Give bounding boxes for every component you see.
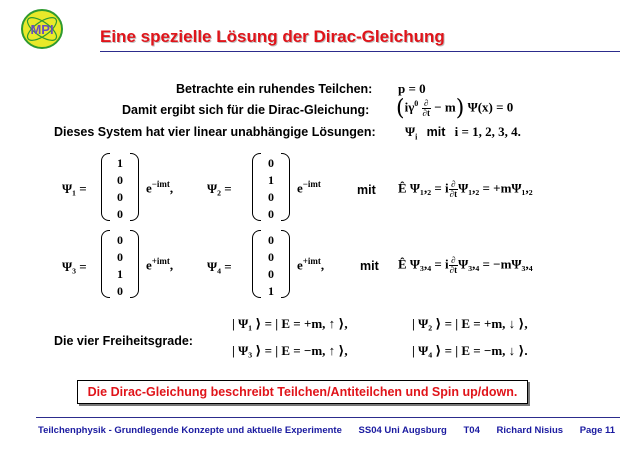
- ket-psi1: | Ψ₁ ⟩ = | E = +m, ↑ ⟩,: [232, 316, 348, 331]
- psi4-vector: 0 0 0 1: [252, 230, 290, 298]
- energy12-equation: Ê Ψ₁,₂ = i $\frac{\partial}{\partial t}$ Ψ₁,₂ = +mΨ₁,₂: [398, 179, 533, 199]
- logo-text: MPI: [30, 22, 54, 37]
- page-title: Eine spezielle Lösung der Dirac-Gleichung: [100, 27, 445, 46]
- footer-author: Richard Nisius: [496, 425, 564, 436]
- energy34-mit: mit: [360, 259, 379, 273]
- psi3-lhs: Ψ₃ =: [62, 259, 87, 274]
- ket-psi4: | Ψ₄ ⟩ = | E = −m, ↓ ⟩.: [412, 343, 528, 358]
- psi1-phase: $e^{-imt}$,: [146, 179, 174, 196]
- footer-term: SS04 Uni Augsburg: [358, 425, 447, 436]
- psi3-vector: 0 0 1 0: [101, 230, 139, 298]
- psi2-phase: $e^{-imt}$: [297, 179, 321, 196]
- mpi-logo: [20, 8, 64, 50]
- energy12-mit: mit: [357, 183, 376, 197]
- psi4-phase: $e^{+imt}$,: [297, 256, 325, 273]
- ket-psi2: | Ψ₂ ⟩ = | E = +m, ↓ ⟩,: [412, 316, 528, 331]
- line1-math: p = 0: [398, 81, 426, 96]
- energy34-equation: Ê Ψ₃,₄ = i $\frac{\partial}{\partial t}$ Ψ₃,₄ = −mΨ₃,₄: [398, 255, 533, 275]
- ket-psi3: | Ψ₃ ⟩ = | E = −m, ↑ ⟩,: [232, 343, 348, 358]
- freedom-label: Die vier Freiheitsgrade:: [54, 334, 193, 348]
- line1-label: Betrachte ein ruhendes Teilchen:: [176, 82, 373, 96]
- footer-section: T04: [463, 425, 480, 436]
- psi3-phase: $e^{+imt}$,: [146, 256, 174, 273]
- psi1-vector: 1 0 0 0: [101, 153, 139, 221]
- title-divider: [100, 51, 620, 52]
- footer-course: Teilchenphysik - Grundlegende Konzepte und aktuelle Experimente: [38, 425, 342, 436]
- psi1-lhs: Ψ₁ =: [62, 181, 87, 196]
- psi2-lhs: Ψ₂ =: [207, 181, 232, 196]
- summary-box: Die Dirac-Gleichung beschreibt Teilchen/Antiteilchen und Spin up/down.: [77, 380, 528, 404]
- psi2-vector: 0 1 0 0: [252, 153, 290, 221]
- line3-math: $\Psi_i$ mit i = 1, 2, 3, 4.: [405, 124, 521, 142]
- line2-label: Damit ergibt sich für die Dirac-Gleichung:: [122, 103, 370, 117]
- footer: [38, 425, 615, 436]
- footer-page: Page 11: [579, 425, 616, 436]
- dirac-equation: ($i\gamma^0$ $\frac{\partial}{\partial t}$ − m) Ψ(x) = 0: [396, 96, 514, 121]
- line3-label: Dieses System hat vier linear unabhängige Lösungen:: [54, 125, 376, 139]
- psi4-lhs: Ψ₄ =: [207, 259, 232, 274]
- footer-divider: [36, 417, 620, 418]
